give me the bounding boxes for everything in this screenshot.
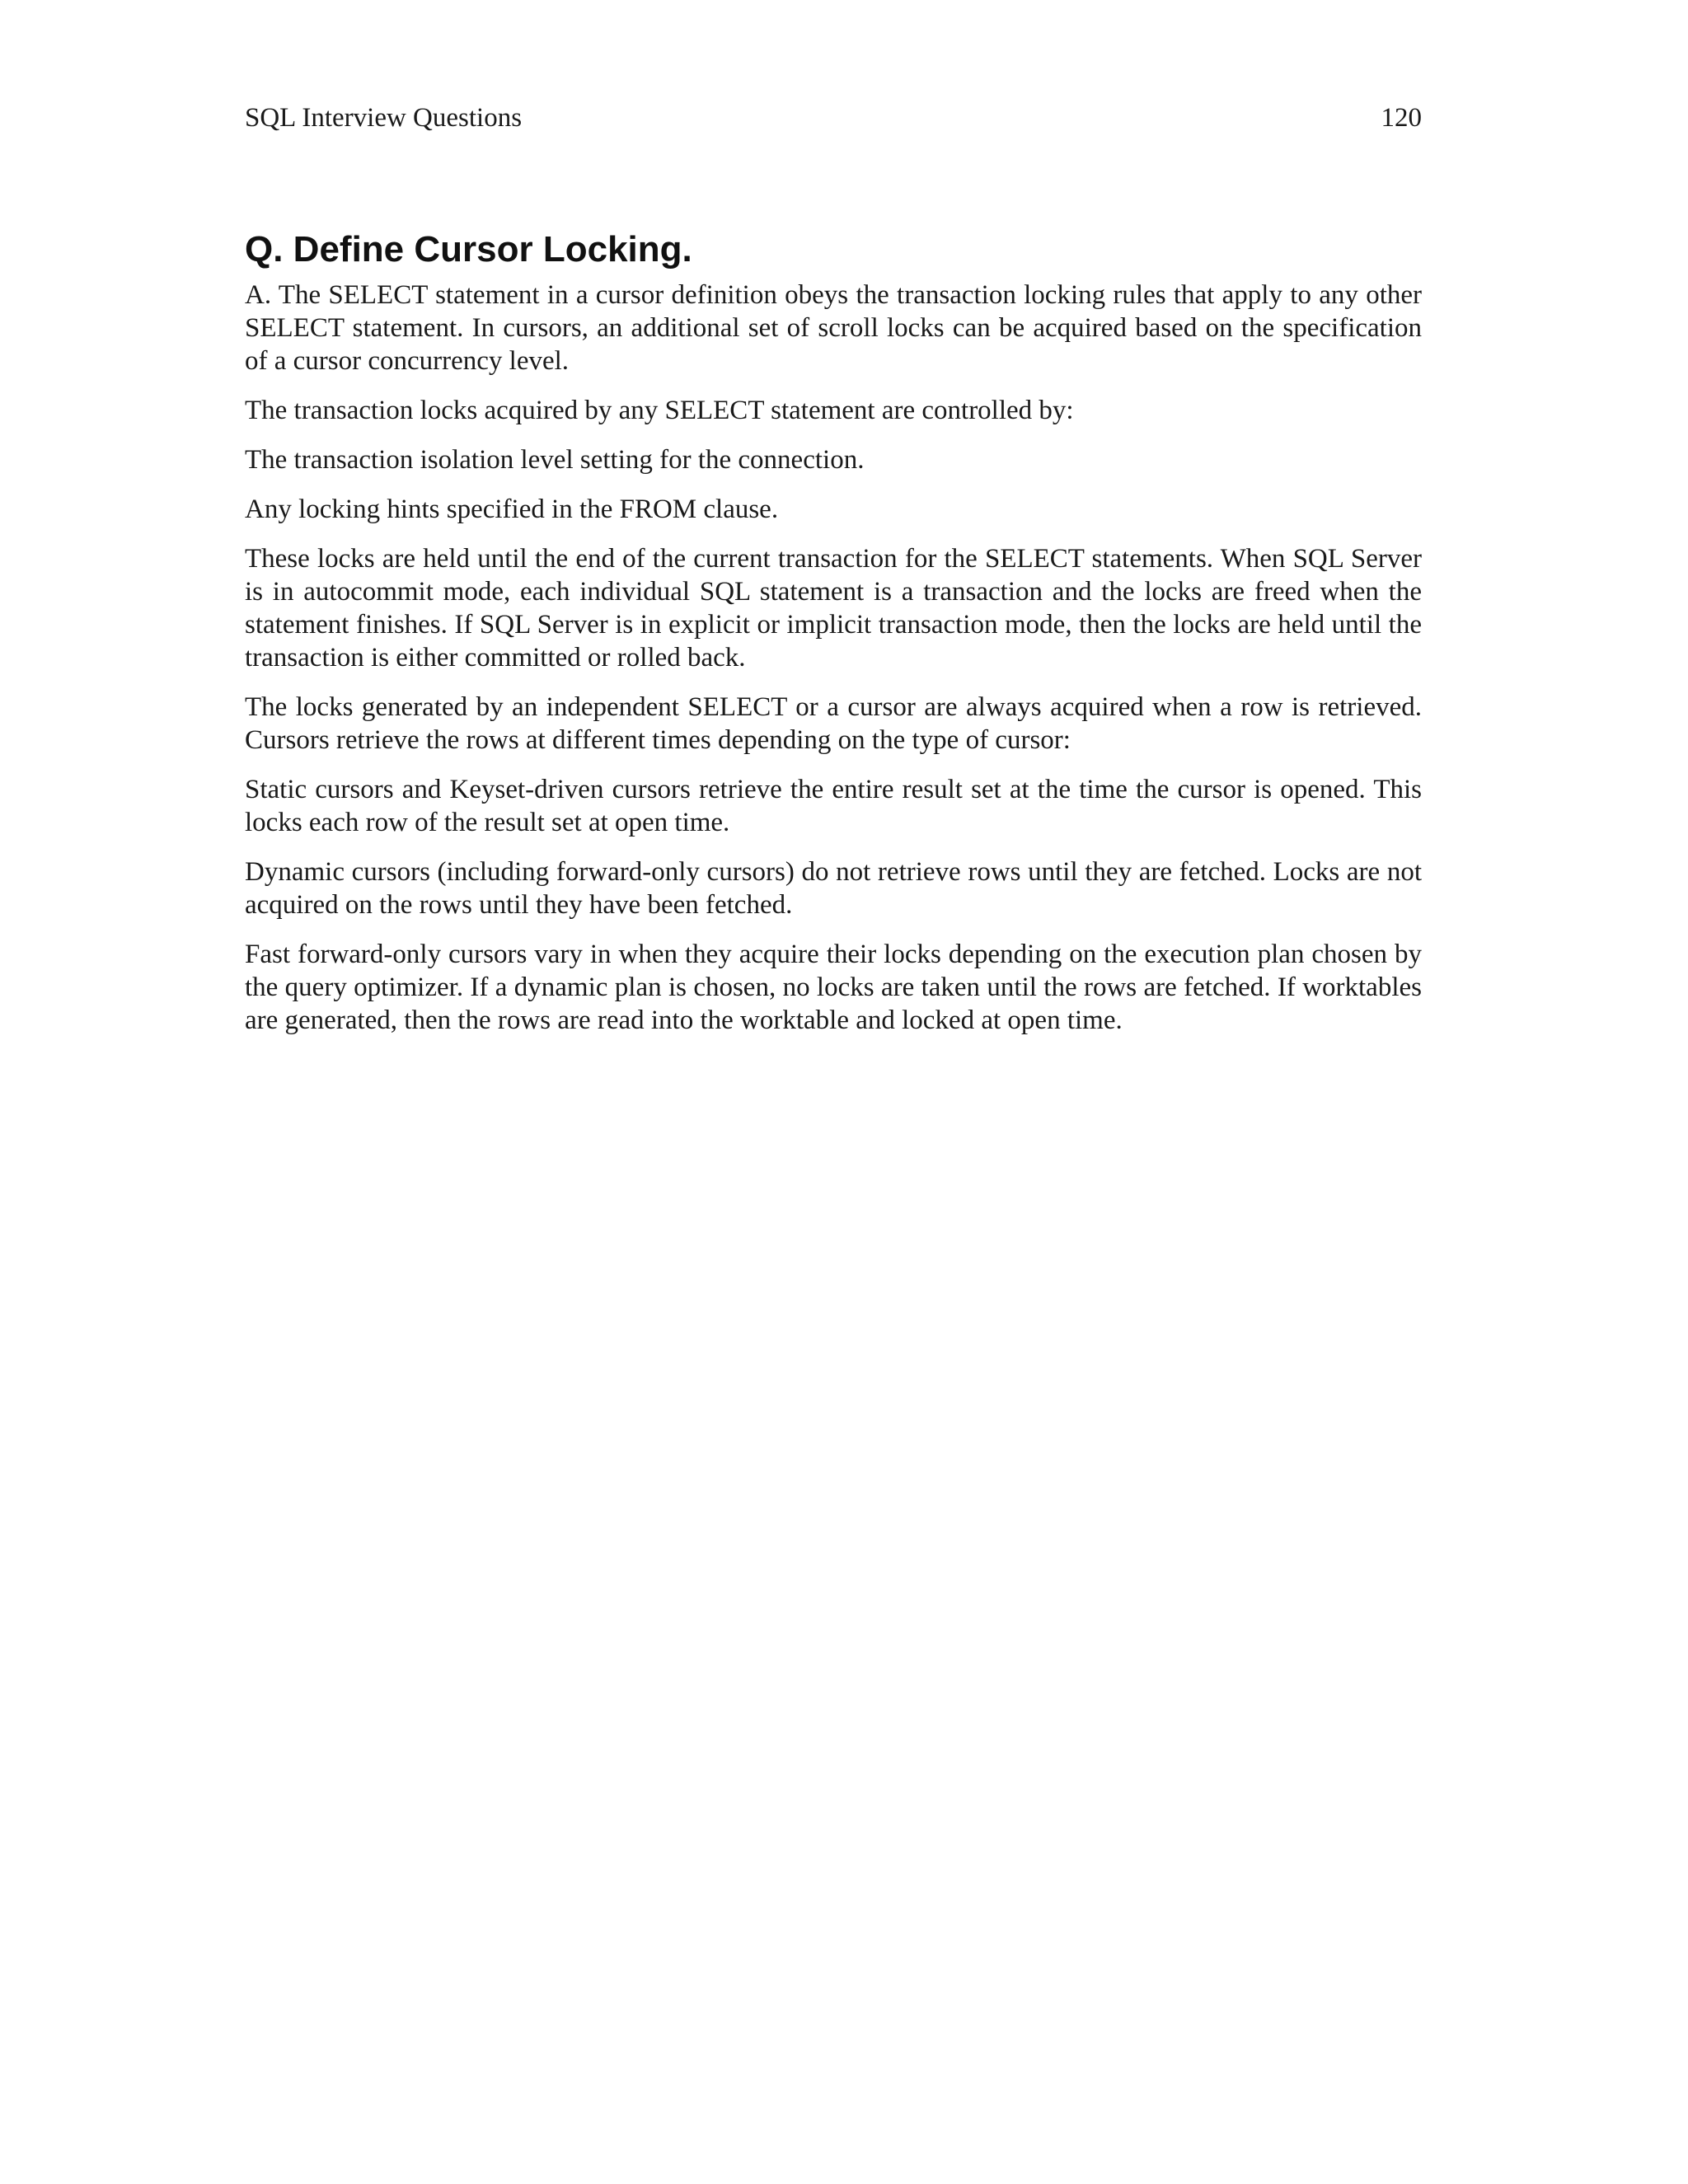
answer-paragraph: Any locking hints specified in the FROM clause. (245, 494, 779, 524)
answer-paragraph: The transaction isolation level setting for the connection. (245, 445, 865, 475)
answer-paragraph: Static cursors and Keyset-driven cursors retrieve the entire result set at the time the cursor is opened. This locks each row of the result set at open time. (245, 775, 1422, 837)
page-number: 120 (1381, 103, 1422, 133)
document-title: SQL Interview Questions (245, 103, 523, 133)
answer-paragraph: The locks generated by an independent SELECT or a cursor are always acquired when a row is retrieved. Cursors retrieve the rows at different times depending on the type of cursor: (245, 692, 1422, 755)
answer-paragraph: A. The SELECT statement in a cursor definition obeys the transaction locking rules that apply to any other SELECT statement. In cursors, an additional set of scroll locks can be acquired based on the specification of a cursor concurrency level. (245, 280, 1422, 376)
question-heading: Q. Define Cursor Locking. (245, 229, 692, 269)
page-content (245, 224, 1422, 1053)
answer-paragraph: Fast forward-only cursors vary in when they acquire their locks depending on the execution plan chosen by the query optimizer. If a dynamic plan is chosen, no locks are taken until the rows are fetched. If worktables are generated, then the rows are read into the worktable and locked at open time. (245, 940, 1422, 1035)
answer-paragraph: Dynamic cursors (including forward-only cursors) do not retrieve rows until they are fetched. Locks are not acquired on the rows until they have been fetched. (245, 857, 1422, 920)
running-header (245, 97, 1422, 138)
answer-paragraph: The transaction locks acquired by any SELECT statement are controlled by: (245, 396, 1074, 425)
answer-paragraph: These locks are held until the end of the current transaction for the SELECT statements. When SQL Server is in autocommit mode, each individual SQL statement is a transaction and the locks are freed when the statement finishes. If SQL Server is in explicit or implicit transaction mode, then the locks are held until the transaction is either committed or rolled back. (245, 544, 1422, 673)
